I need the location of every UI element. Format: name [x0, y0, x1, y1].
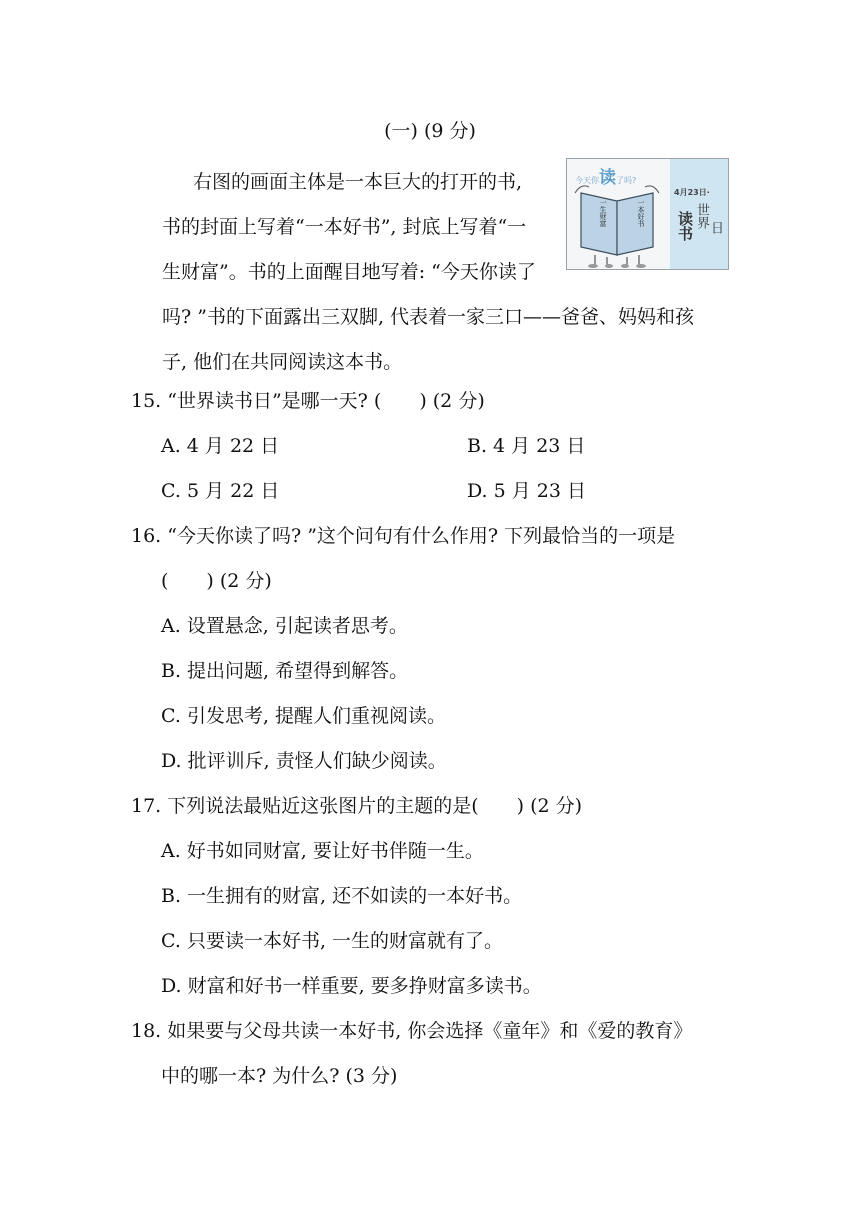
poster-world-text: 世界 [694, 203, 709, 229]
option-d: D. 5 月 23 日 [467, 480, 587, 502]
book-back-cover-text: 一生财富 [599, 199, 607, 227]
option-b: B. 提出问题, 希望得到解答。 [161, 660, 409, 682]
option-b: B. 4 月 23 日 [467, 435, 586, 457]
poster-reading-text: 读书 [676, 211, 694, 241]
section-title: (一) (9 分) [384, 120, 476, 142]
option-b: B. 一生拥有的财富, 还不如读的一本好书。 [161, 885, 523, 907]
passage-line: 子, 他们在共同阅读这本书。 [162, 351, 403, 373]
poster-slogan: 今天你读了吗? [575, 168, 637, 188]
option-a: A. 设置悬念, 引起读者思考。 [161, 615, 408, 637]
book-front-cover-text: 一本好书 [637, 199, 645, 227]
option-c: C. 引发思考, 提醒人们重视阅读。 [161, 705, 447, 727]
question-stem-continued: 中的哪一本? 为什么? (3 分) [161, 1065, 398, 1087]
option-d: D. 批评训斥, 责怪人们缺少阅读。 [161, 750, 447, 772]
passage-line: 书的封面上写着“一本好书”, 封底上写着“一 [162, 216, 527, 238]
option-d: D. 财富和好书一样重要, 要多挣财富多读书。 [161, 975, 542, 997]
passage-line: 吗? ”书的下面露出三双脚, 代表着一家三口——爸爸、妈妈和孩 [162, 306, 695, 328]
passage-line: 右图的画面主体是一本巨大的打开的书, [193, 171, 523, 193]
question-stem-continued: ( ) (2 分) [161, 570, 272, 592]
question-stem: 15. “世界读书日”是哪一天? ( ) (2 分) [131, 390, 485, 412]
option-c: C. 只要读一本好书, 一生的财富就有了。 [161, 930, 504, 952]
option-c: C. 5 月 22 日 [161, 480, 280, 502]
poster-side-panel [670, 159, 728, 269]
open-book-illustration [567, 159, 670, 269]
poster-day-text: 日 [708, 221, 723, 234]
option-a: A. 好书如同财富, 要让好书伴随一生。 [161, 840, 484, 862]
poster-date: 4月23日· [674, 188, 710, 197]
question-stem: 18. 如果要与父母共读一本好书, 你会选择《童年》和《爱的教育》 [131, 1020, 693, 1042]
reading-day-poster-image [566, 158, 729, 270]
question-stem: 16. “今天你读了吗? ”这个问句有什么作用? 下列最恰当的一项是 [131, 525, 676, 547]
option-a: A. 4 月 22 日 [161, 435, 280, 457]
question-stem: 17. 下列说法最贴近这张图片的主题的是( ) (2 分) [131, 795, 583, 817]
passage-line: 生财富”。书的上面醒目地写着: “今天你读了 [162, 261, 536, 283]
